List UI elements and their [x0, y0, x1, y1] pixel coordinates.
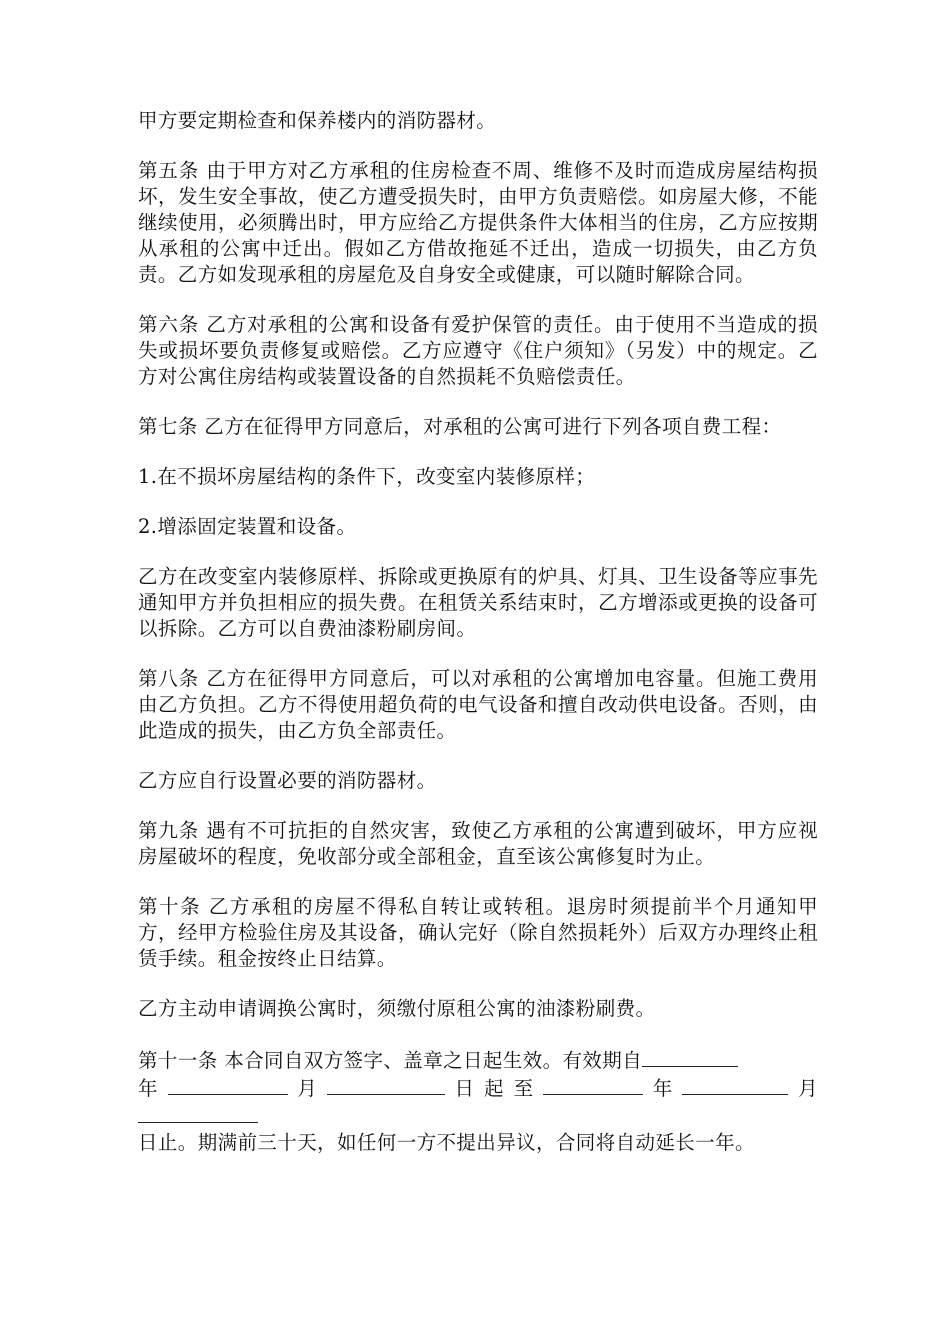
document-page	[138, 108, 818, 1156]
day-from-label: 日起至	[444, 1077, 544, 1100]
clause-10: 第十条 乙方承租的房屋不得私自转让或转租。退房时须提前半个月通知甲方，经甲方检验住房及其设备，确认完好（除自然损耗外）后双方办理终止租赁手续。租金按终止日结算。	[138, 895, 818, 970]
blank-start-day	[327, 1074, 445, 1095]
clause-10-note: 乙方主动申请调换公寓时，须缴付原租公寓的油漆粉刷费。	[138, 997, 656, 1020]
paragraph-fire-equipment: 甲方要定期检查和保养楼内的消防器材。	[138, 109, 497, 132]
blank-start-year	[642, 1046, 738, 1067]
blank-start-month	[168, 1074, 288, 1095]
clause-11-text-end: 日止。期满前三十天，如任何一方不提出异议，合同将自动延长一年。	[138, 1131, 755, 1154]
clause-7-item-1: 1.在不损坏房屋结构的条件下，改变室内装修原样；	[138, 465, 596, 488]
blank-end-month	[682, 1074, 788, 1095]
clause-7: 第七条 乙方在征得甲方同意后，对承租的公寓可进行下列各项自费工程：	[138, 415, 782, 438]
month-label-2: 月	[788, 1077, 818, 1100]
clause-9: 第九条 遇有不可抗拒的自然灾害，致使乙方承租的公寓遭到破坏，甲方应视房屋破坏的程度，免收部分或全部租金，直至该公寓修复时为止。	[138, 819, 818, 868]
clause-8-note: 乙方应自行设置必要的消防器材。	[138, 769, 437, 792]
blank-end-day	[138, 1102, 258, 1123]
clause-11-text-start: 第十一条 本合同自双方签字、盖章之日起生效。有效期自	[138, 1049, 643, 1072]
clause-8: 第八条 乙方在征得甲方同意后，可以对承租的公寓增加电容量。但施工费用由乙方负担。乙方不得使用超负荷的电气设备和擅自改动供电设备。否则，由此造成的损失，由乙方负全部责任。	[138, 667, 818, 742]
month-label-1: 月	[287, 1077, 327, 1100]
clause-11	[138, 1046, 818, 1156]
clause-5: 第五条 由于甲方对乙方承租的住房检查不周、维修不及时而造成房屋结构损坏，发生安全事故，使乙方遭受损失时，由甲方负责赔偿。如房屋大修，不能继续使用，必须腾出时，甲方应给乙方提供条件大体相当的住房，乙方应按期从承租的公寓中迁出。假如乙方借故拖延不迁出，造成一切损失，由乙方负责。乙方如发现承租的房屋危及自身安全或健康，可以随时解除合同。	[138, 159, 818, 286]
clause-6: 第六条 乙方对承租的公寓和设备有爱护保管的责任。由于使用不当造成的损失或损坏要负责修复或赔偿。乙方应遵守《住户须知》（另发）中的规定。乙方对公寓住房结构或装置设备的自然损耗不负赔偿责任。	[138, 313, 818, 388]
year-label-1: 年	[138, 1077, 168, 1100]
clause-7-item-2: 2.增添固定装置和设备。	[138, 515, 357, 538]
year-label-2: 年	[643, 1077, 683, 1100]
blank-end-year	[543, 1074, 643, 1095]
clause-7-note: 乙方在改变室内装修原样、拆除或更换原有的炉具、灯具、卫生设备等应事先通知甲方并负担相应的损失费。在租赁关系结束时，乙方增添或更换的设备可以拆除。乙方可以自费油漆粉刷房间。	[138, 565, 818, 640]
